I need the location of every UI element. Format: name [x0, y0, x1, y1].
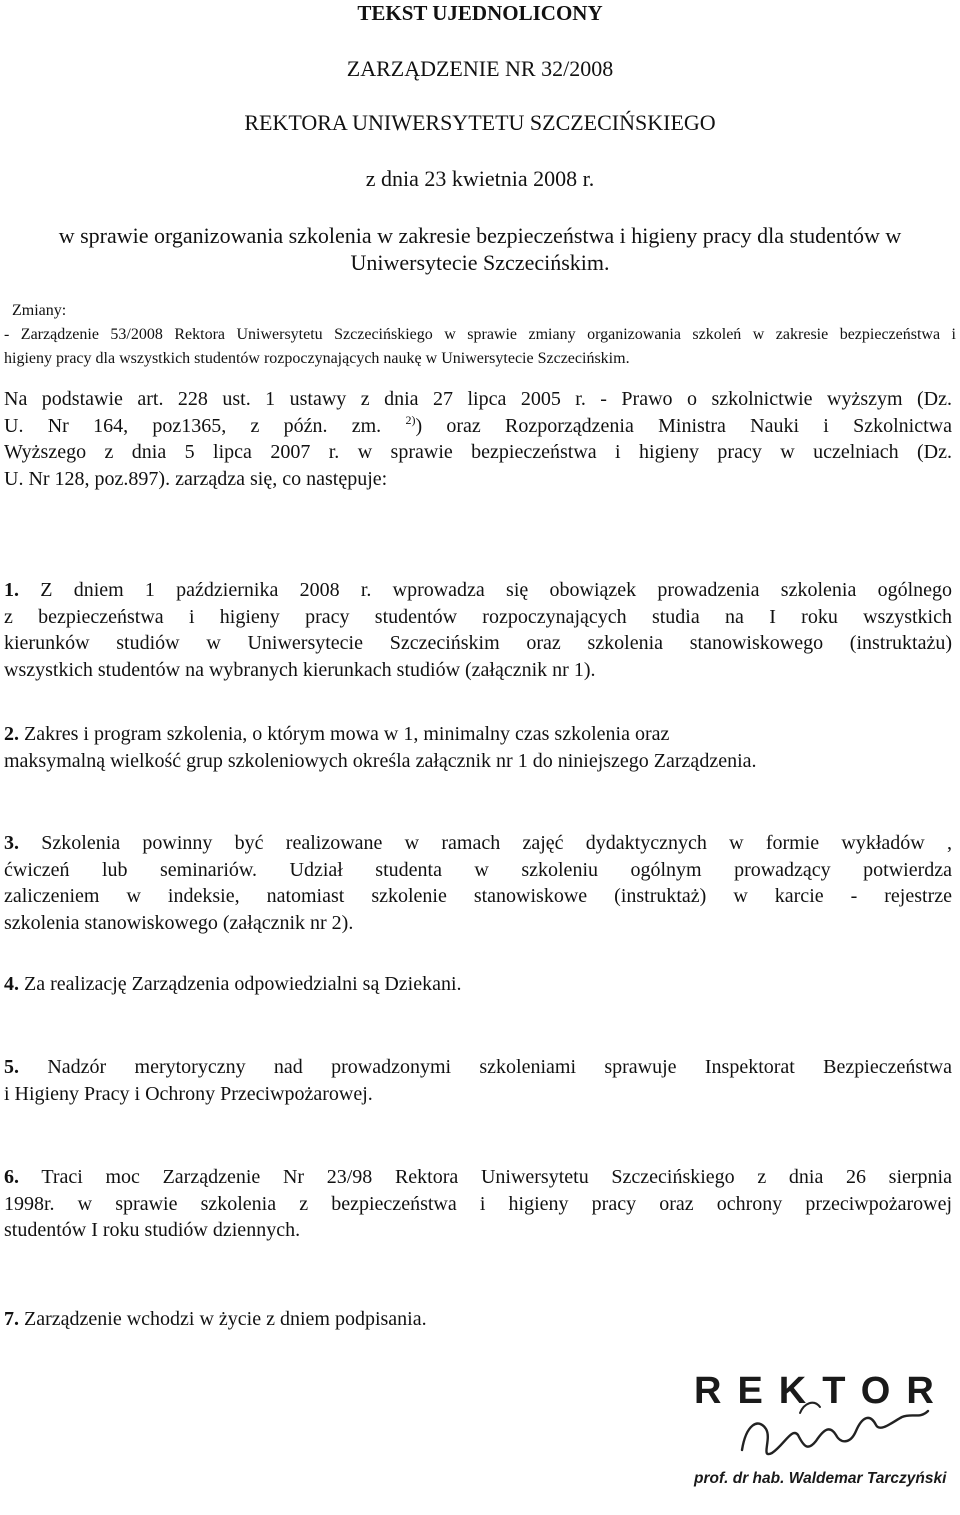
changes-line: higieny pracy dla wszystkich studentów rozpoczynających naukę w Uniwersytecie Szczecińskim. [4, 350, 630, 367]
section-line: 3. Szkolenia powinny być realizowane w ramach zajęć dydaktycznych w formie wykładów , [4, 832, 952, 854]
section-1 [4, 577, 952, 683]
handwritten-signature [742, 1411, 928, 1454]
section-number: 3. [4, 832, 19, 854]
section-line: 1. Z dniem 1 października 2008 r. wprowadza się obowiązek prowadzenia szkolenia ogólnego [4, 579, 952, 601]
section-line: maksymalną wielkość grup szkoleniowych określa załącznik nr 1 do niniejszego Zarządzenia. [4, 749, 757, 772]
legal-basis-line: U. Nr 128, poz.897). zarządza się, co następuje: [4, 467, 388, 490]
section-line: 4. Za realizację Zarządzenia odpowiedzialni są Dziekani. [4, 973, 462, 995]
order-subject [0, 222, 960, 276]
legal-basis-line: Na podstawie art. 228 ust. 1 ustawy z dnia 27 lipca 2005 r. - Prawo o szkolnictwie wyższym (Dz. [4, 388, 952, 410]
section-number: 5. [4, 1056, 19, 1078]
section-line: 6. Traci moc Zarządzenie Nr 23/98 Rektora Uniwersytetu Szczecińskiego z dnia 26 sierpnia [4, 1166, 952, 1188]
issuer: REKTORA UNIWERSYTETU SZCZECIŃSKIEGO [244, 110, 716, 135]
section-line: zaliczeniem w indeksie, natomiast szkolenie stanowiskowe (instruktaż) w karcie - rejestrze [4, 885, 952, 907]
section-4 [4, 971, 952, 998]
section-7 [4, 1306, 952, 1333]
section-line: z bezpieczeństwa i higieny pracy studentów rozpoczynających studia na I roku wszystkich [4, 605, 952, 628]
section-line: i Higieny Pracy i Ochrony Przeciwpożarowej. [4, 1082, 373, 1105]
section-line: kierunków studiów w Uniwersytecie Szczecińskim oraz szkolenia stanowiskowego (instruktażu) [4, 632, 952, 654]
section-line: 7. Zarządzenie wchodzi w życie z dniem podpisania. [4, 1308, 427, 1330]
subject-line: Uniwersytecie Szczecińskim. [350, 250, 610, 275]
legal-basis [4, 386, 952, 492]
section-5 [4, 1054, 952, 1107]
section-number: 2. [4, 723, 19, 745]
section-line: 1998r. w sprawie szkolenia z bezpieczeństwa i higieny pracy oraz ochrony przeciwpożarowej [4, 1192, 952, 1215]
section-line: wszystkich studentów na wybranych kierunkach studiów (załącznik nr 1). [4, 658, 596, 681]
rector-signature-stamp [680, 1355, 950, 1510]
order-date: z dnia 23 kwietnia 2008 r. [365, 166, 595, 191]
section-number: 1. [4, 579, 19, 601]
section-line: szkolenia stanowiskowego (załącznik nr 2). [4, 911, 354, 934]
stamp-title: REKTOR [694, 1370, 950, 1412]
section-6 [4, 1164, 952, 1244]
section-line: 5. Nadzór merytoryczny nad prowadzonymi szkoleniami sprawuje Inspektorat Bezpieczeństwa [4, 1056, 952, 1078]
section-line: 2. Zakres i program szkolenia, o którym mowa w 1, minimalny czas szkolenia oraz [4, 723, 670, 745]
order-number: ZARZĄDZENIE NR 32/2008 [346, 56, 614, 81]
legal-basis-line: U. Nr 164, poz1365, z późn. zm. $^{2)}$) oraz Rozporządzenia Ministra Nauki i Szkolnictwa [4, 412, 952, 437]
changes-line: - Zarządzenie 53/2008 Rektora Uniwersytetu Szczecińskiego w sprawie zmiany organizowania szkoleń w zakresie bezpieczeństwa i [4, 326, 956, 343]
section-number: 4. [4, 973, 19, 995]
changes-heading: Zmiany: [12, 302, 67, 319]
section-number: 7. [4, 1308, 19, 1330]
stamp-name: prof. dr hab. Waldemar Tarczyński [694, 1470, 947, 1487]
document-label: TEKST UJEDNOLICONY [357, 1, 603, 25]
legal-basis-line: Wyższego z dnia 5 lipca 2007 r. w sprawie bezpieczeństwa i higieny pracy w uczelniach (Dz. [4, 441, 952, 463]
section-3 [4, 830, 952, 936]
section-2 [4, 721, 952, 774]
changes-block [4, 299, 956, 371]
section-number: 6. [4, 1166, 19, 1188]
section-line: ćwiczeń lub seminariów. Udział studenta w szkoleniu ogólnym prowadzący potwierdza [4, 858, 952, 881]
footnote-marker: 2) [405, 412, 416, 427]
section-line: studentów I roku studiów dziennych. [4, 1219, 301, 1241]
subject-line: w sprawie organizowania szkolenia w zakresie bezpieczeństwa i higieny pracy dla studentów w [58, 223, 902, 248]
